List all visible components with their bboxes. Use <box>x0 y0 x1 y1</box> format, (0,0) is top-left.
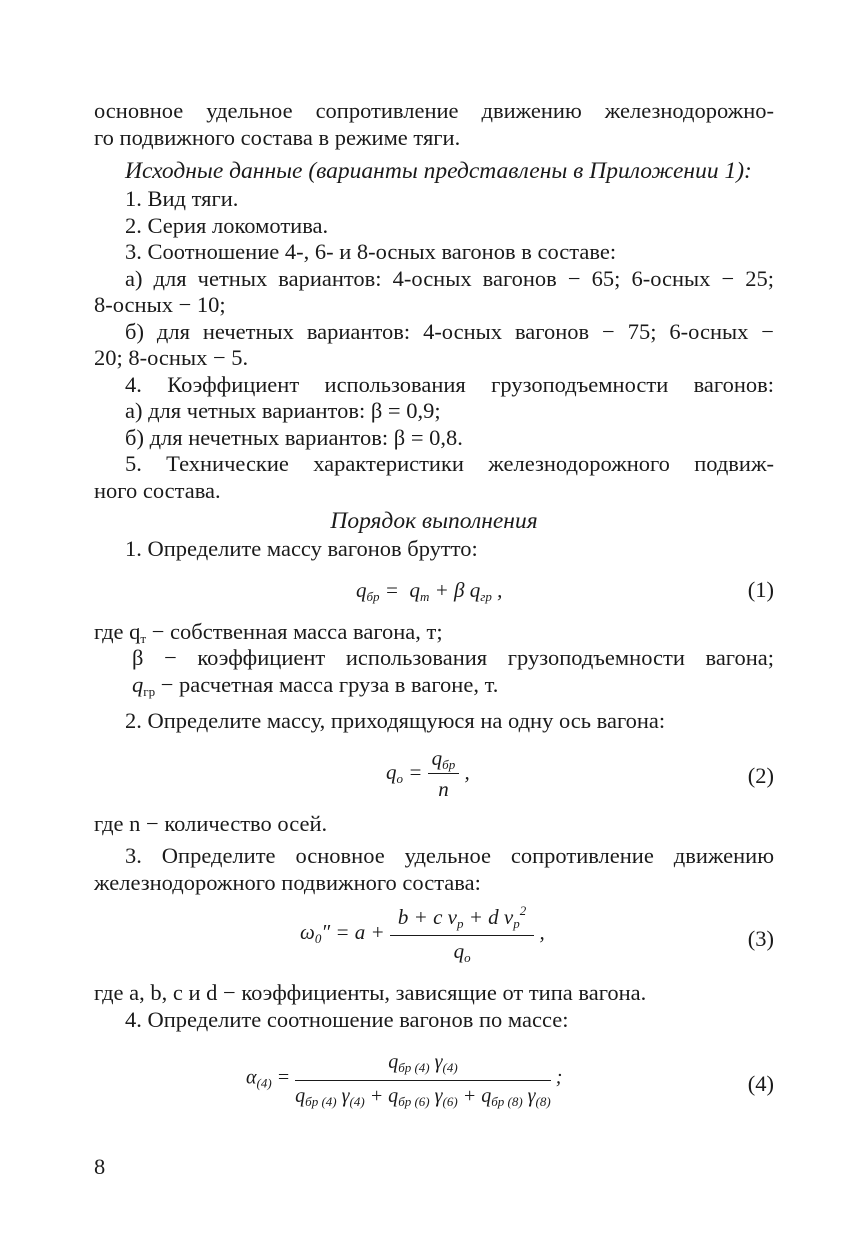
list-item: 1. Вид тяги. <box>125 186 239 211</box>
list-item: 3. Соотношение 4-, 6- и 8-осных вагонов в составе: <box>125 239 617 264</box>
where-line: где $q_т$ − собственная масса вагона, т; <box>94 618 443 646</box>
step-3-line-2: железнодорожного подвижного состава: <box>94 869 481 895</box>
page-body <box>94 98 774 1131</box>
formula-4-expression: $\alpha_{(4)}$ = $\frac{q_{бр (4)} \gamma_{(4)}}{q_{бр (4)} \gamma_{(4)} + q_{бр (6)} \gamma_{(6)} + q_{бр (8)} \gamma_{(8)}}$ ; <box>246 1051 563 1109</box>
list-item: 5. Технические характеристики железнодорожного подвиж- <box>125 451 774 476</box>
list-item: б) для нечетных вариантов: β = 0,8. <box>125 424 463 450</box>
where-line: где a, b, c и d − коэффициенты, зависящие от типа вагона. <box>94 980 647 1005</box>
formula-2-expression: $q_о$ = $\frac{q_{бр}}{n}$ , <box>386 745 470 801</box>
list-item: б) для нечетных вариантов: 4-осных вагонов − 75; 6-осных − <box>125 318 774 344</box>
formula-3-expression: $\omega_0'' = a$ + $\frac{b + c v_р + d v_р^2}{q_о}$ , <box>300 903 545 965</box>
where-line: где n − количество осей. <box>94 810 328 836</box>
formula-3-number: (3) <box>747 926 774 951</box>
formula-3 <box>94 896 774 980</box>
formula-1-expression: $q_{бр} = q_т + \beta$ $q_{гр}$ , <box>356 577 503 604</box>
procedure-heading: Порядок выполнения <box>330 508 538 534</box>
step-2: 2. Определите массу, приходящуюся на одну ось вагона: <box>125 708 666 733</box>
list-item: а) для четных вариантов: β = 0,9; <box>125 398 441 423</box>
list-item: 4. Коэффициент использования грузоподъемности вагонов: <box>125 371 774 397</box>
list-item: 20; 8-осных − 5. <box>94 345 249 370</box>
initial-data-heading: Исходные данные (варианты представлены в Приложении 1): <box>125 158 752 184</box>
where-line: β − коэффициент использования грузоподъемности вагона; <box>132 645 774 670</box>
step-3-line-1: 3. Определите основное удельное сопротивление движению <box>125 843 774 868</box>
step-1: 1. Определите массу вагонов брутто: <box>125 536 478 561</box>
formula-4 <box>94 1041 774 1131</box>
formula-1-number: (1) <box>747 576 774 602</box>
list-item: 8-осных − 10; <box>94 292 226 317</box>
step-4: 4. Определите соотношение вагонов по массе: <box>125 1006 569 1032</box>
list-item: а) для четных вариантов: 4-осных вагонов − 65; 6-осных − 25; <box>125 265 774 291</box>
formula-2 <box>94 735 774 811</box>
formula-2-number: (2) <box>747 762 774 788</box>
formula-4-number: (4) <box>747 1071 774 1096</box>
formula-1 <box>94 563 774 619</box>
list-item: 2. Серия локомотива. <box>125 212 329 238</box>
page-number: 8 <box>94 1154 106 1179</box>
intro-line-1: основное удельное сопротивление движению железнодорожно- <box>94 98 774 123</box>
intro-line-2: го подвижного состава в режиме тяги. <box>94 124 461 150</box>
where-line: $q_{гр}$ − расчетная масса груза в вагоне, т. <box>132 671 499 699</box>
list-item: ного состава. <box>94 477 221 503</box>
